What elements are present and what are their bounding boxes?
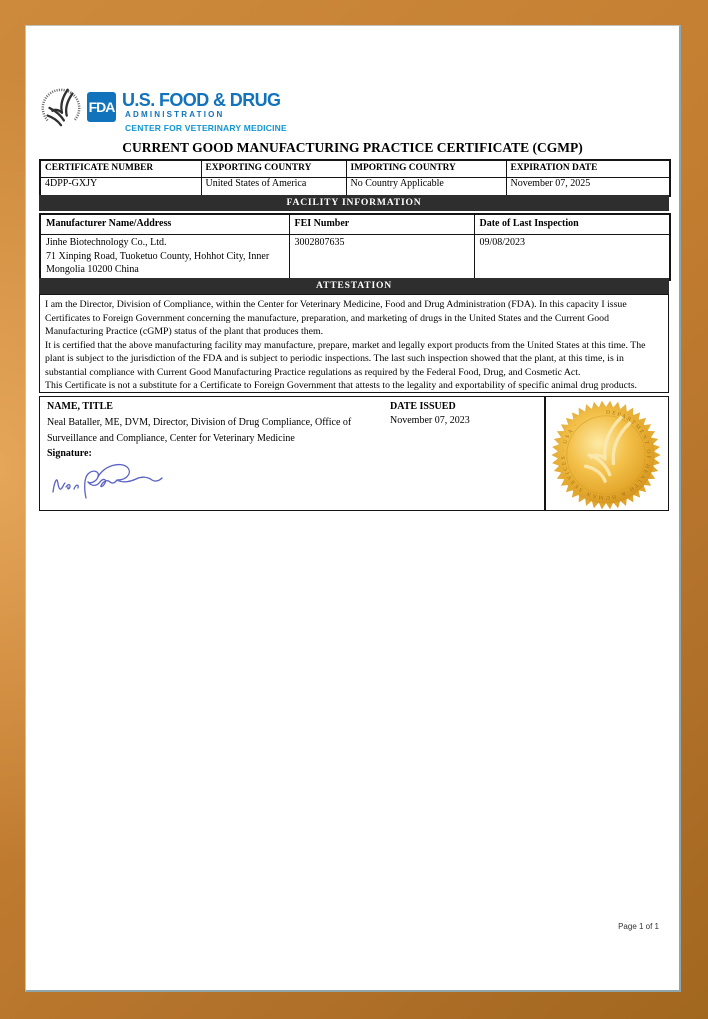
seal-ring-text: DEPARTMENT OF HEALTH & HUMAN SERVICES · USA · (560, 409, 652, 501)
date-issued-value: November 07, 2023 (390, 415, 470, 426)
exporting-country-header: EXPORTING COUNTRY (201, 160, 346, 178)
attestation-paragraph-2: It is certified that the above manufacturing facility may manufacture, prepare, market and legally export products from the United States at this time. The plant is subject to the jurisdiction of the FDA and is subject to periodic inspections. The last such inspection showed that the plant, at this time, is in substantial compliance with Current Good Manufacturing Practice regulations as required by the Federal Food, Drug, and Cosmetic Act. (45, 339, 646, 378)
name-title-label: NAME, TITLE (47, 401, 113, 412)
name-title-value: Neal Bataller, ME, DVM, Director, Division of Drug Compliance, Office of Surveillance and Compliance, Center for Veterinary Medicine (47, 417, 352, 444)
expiration-date-header: EXPIRATION DATE (506, 160, 670, 178)
importing-country-header: IMPORTING COUNTRY (346, 160, 506, 178)
fei-number-header: FEI Number (289, 214, 474, 235)
fda-logo-icon (87, 92, 116, 122)
attestation-paragraph-1: I am the Director, Division of Compliance, within the Center for Veterinary Medicine, Food and Drug Administration (FDA). In this capacity I issue Certificates to Foreign Government concerning the manufacture, preparation, and marketing of drugs in the United States and the Current Good Manufacturing Practice (cGMP) status of the plant that produces them. (45, 299, 627, 337)
manufacturer-address: 71 Xinping Road, Tuoketuo County, Hohhot City, Inner Mongolia 10200 China (46, 250, 270, 275)
handwritten-signature (48, 459, 170, 510)
manufacturer-value (40, 235, 289, 280)
certificate-info-table (39, 159, 671, 197)
last-inspection-header: Date of Last Inspection (474, 214, 670, 235)
manufacturer-header: Manufacturer Name/Address (40, 214, 289, 235)
signature-label: Signature: (47, 448, 92, 459)
page-number: Page 1 of 1 (618, 922, 659, 931)
importing-country-value: No Country Applicable (346, 178, 506, 197)
exporting-country-value: United States of America (201, 178, 346, 197)
fei-number-value: 3002807635 (289, 235, 474, 280)
facility-value-row (40, 235, 670, 280)
certificate-info-value-row (40, 178, 670, 197)
signature-block-divider (544, 397, 546, 510)
signature-block (39, 396, 669, 511)
attestation-bar: ATTESTATION (39, 278, 669, 294)
certificate-page (25, 25, 681, 992)
date-issued-label: DATE ISSUED (390, 401, 456, 412)
last-inspection-value: 09/08/2023 (474, 235, 670, 280)
agency-name-line2: ADMINISTRATION (125, 110, 225, 119)
certificate-number-value: 4DPP-GXJY (40, 178, 201, 197)
facility-table (39, 213, 671, 281)
fda-logo-text: FDA (88, 99, 115, 115)
attestation-text-box (39, 294, 669, 393)
manufacturer-name: Jinhe Biotechnology Co., Ltd. (46, 237, 167, 248)
hhs-eagle-logo-icon (38, 83, 84, 134)
expiration-date-value: November 07, 2025 (506, 178, 670, 197)
agency-name-line1: U.S. FOOD & DRUG (122, 90, 281, 110)
facility-header-row (40, 214, 670, 235)
center-for-veterinary-medicine-label: CENTER FOR VETERINARY MEDICINE (125, 123, 287, 133)
attestation-paragraph-3: This Certificate is not a substitute for a Certificate to Foreign Government that attests to the legality and exportability of specific animal drug products. (45, 380, 638, 391)
document-title: CURRENT GOOD MANUFACTURING PRACTICE CERTIFICATE (CGMP) (122, 140, 583, 155)
facility-information-bar: FACILITY INFORMATION (39, 195, 669, 211)
gold-hhs-seal-icon (550, 399, 662, 516)
certificate-number-header: CERTIFICATE NUMBER (40, 160, 201, 178)
certificate-info-header-row (40, 160, 670, 178)
